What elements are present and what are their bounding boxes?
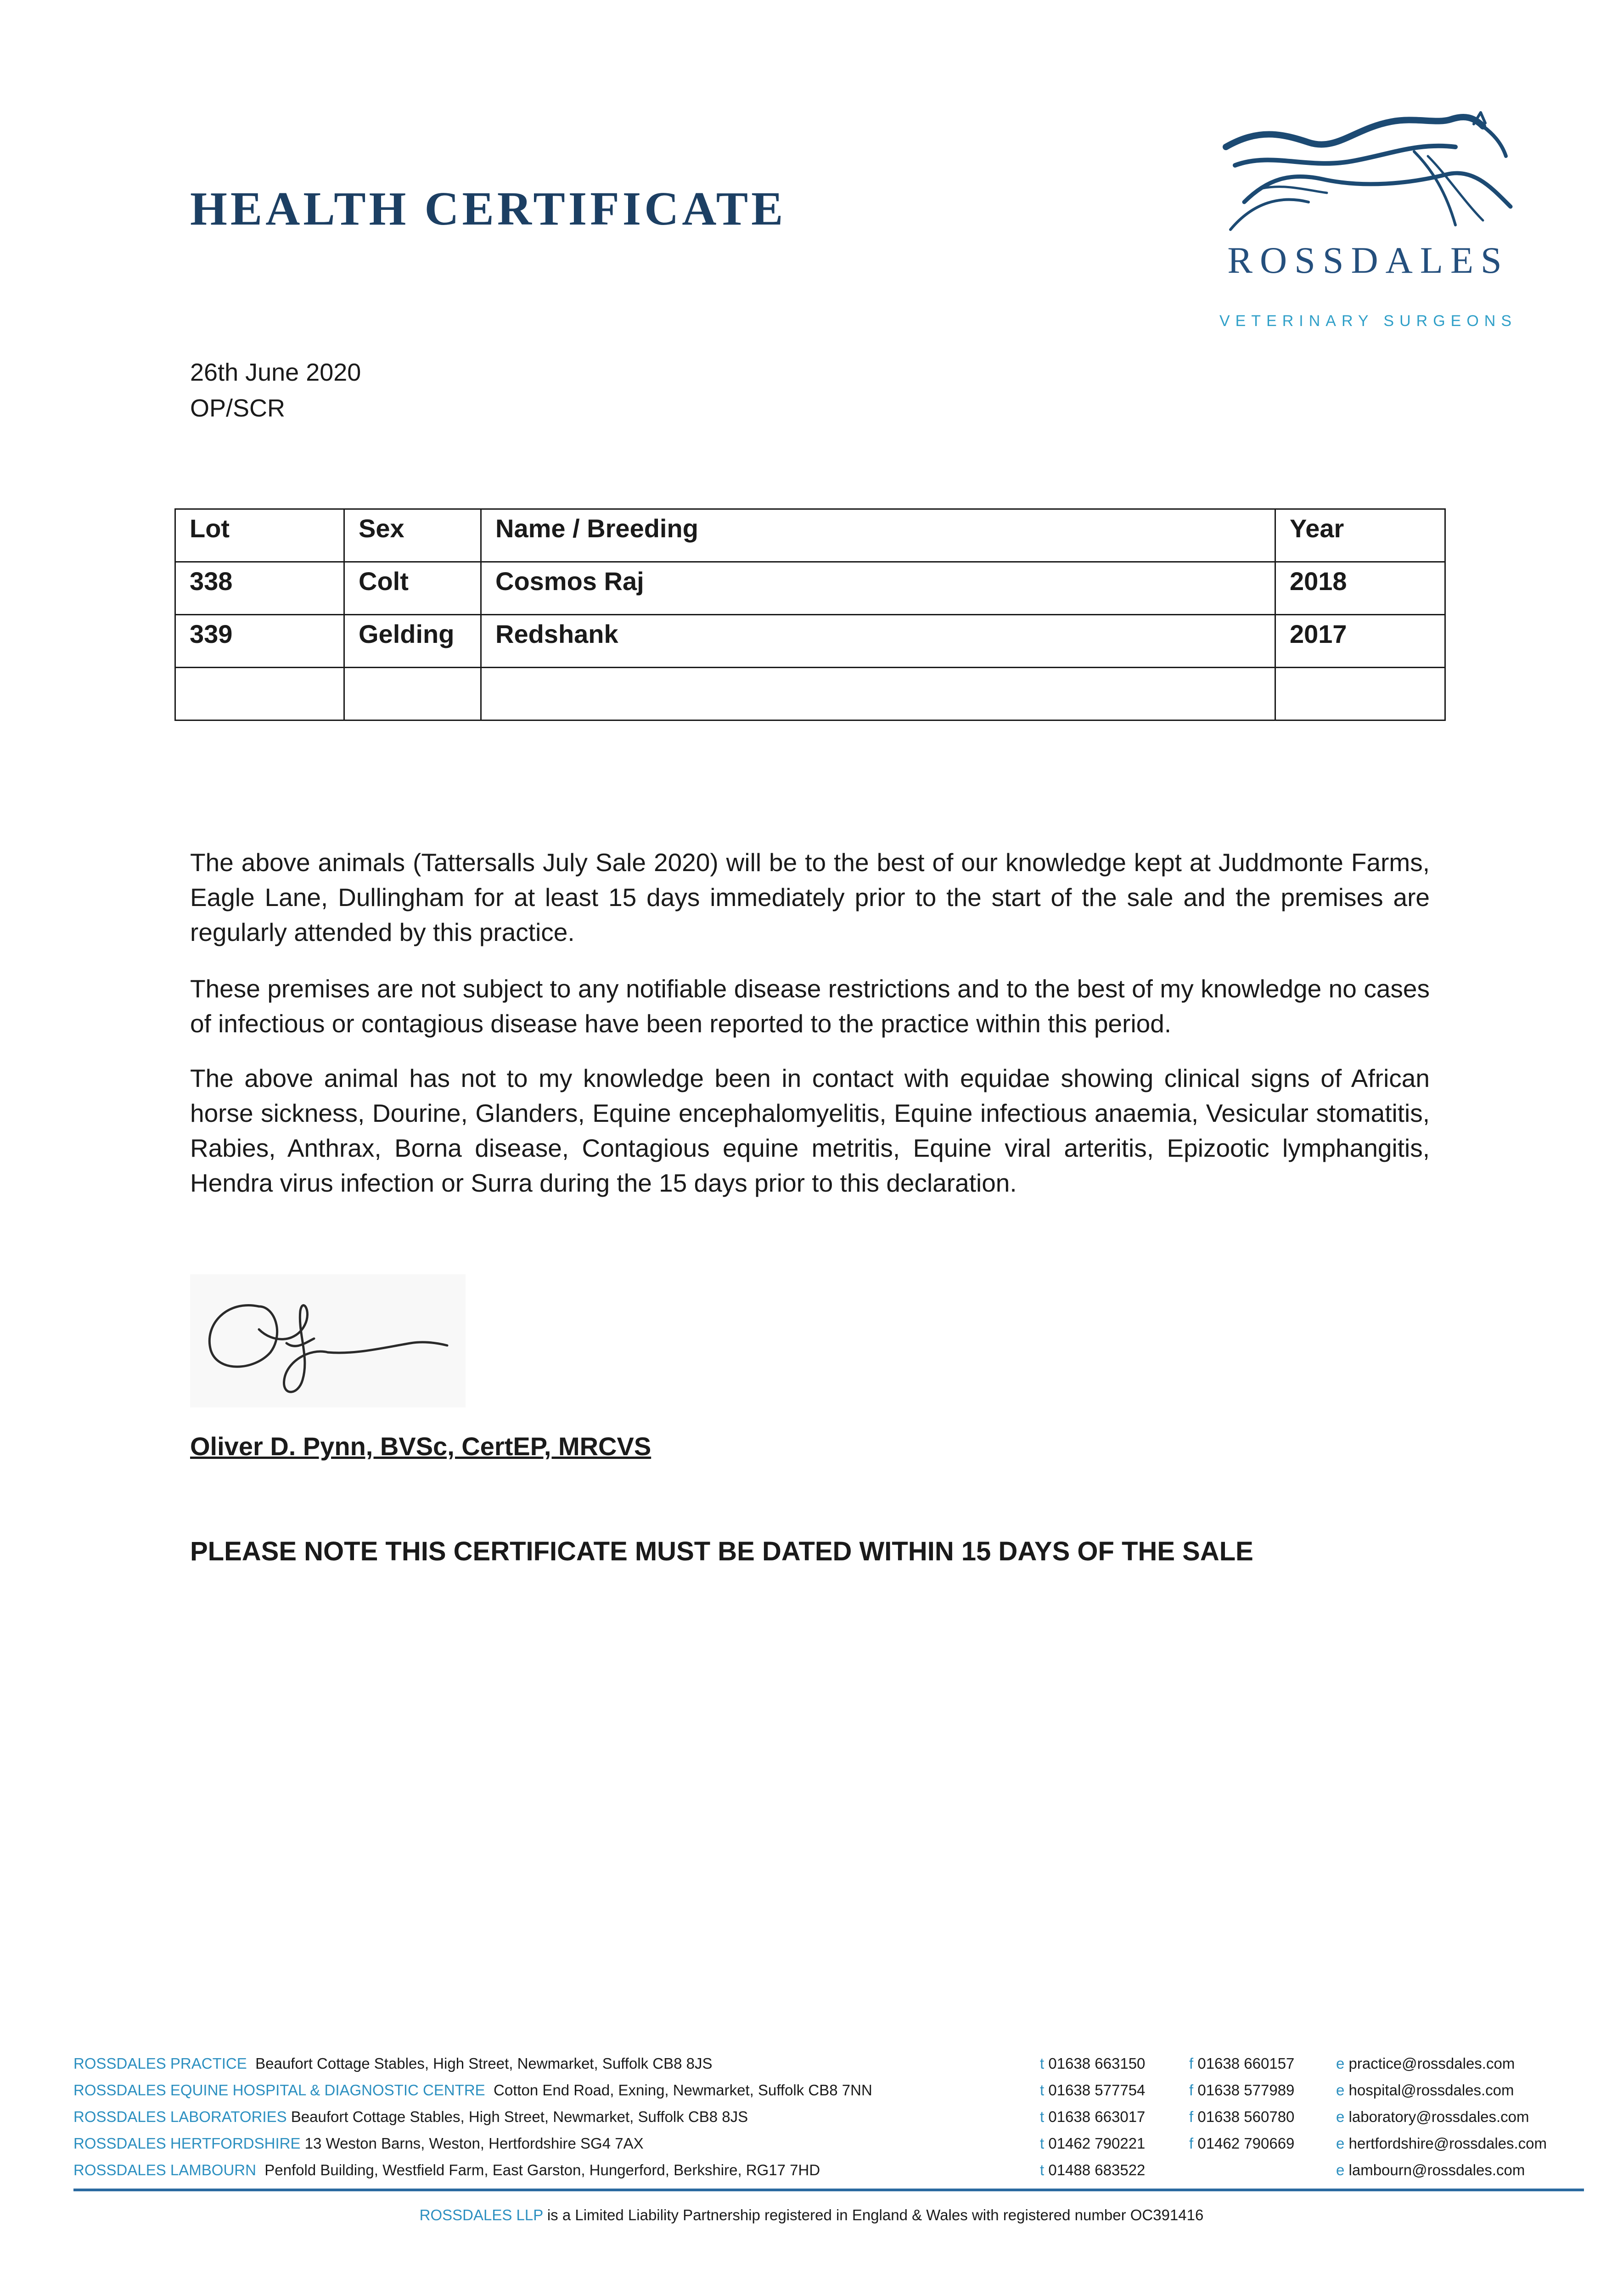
validity-note: PLEASE NOTE THIS CERTIFICATE MUST BE DATED WITHIN 15 DAYS OF THE SALE <box>190 1536 1253 1566</box>
footer-row <box>73 2055 1584 2082</box>
footer-row <box>73 2161 1584 2188</box>
year-cell <box>1275 668 1445 720</box>
branch-name: ROSSDALES EQUINE HOSPITAL & DIAGNOSTIC CENTRE <box>73 2082 485 2099</box>
statement-paragraph: The above animals (Tattersalls July Sale 2020) will be to the best of our knowledge kept at Juddmonte Farms, Eagle Lane, Dullingham for at least 15 days immediately prior to the start of the sale and the premises are regularly attended by this practice. <box>190 848 1430 946</box>
horse-logo-icon <box>1217 110 1520 239</box>
email-prefix: e <box>1336 2082 1345 2099</box>
footer-divider <box>73 2189 1584 2191</box>
branch-phone: 01638 577754 <box>1048 2082 1146 2099</box>
name-cell: Redshank <box>481 615 1275 668</box>
name-cell: Cosmos Raj <box>481 562 1275 615</box>
year-cell: 2018 <box>1275 562 1445 615</box>
branch-name: ROSSDALES LABORATORIES <box>73 2108 287 2125</box>
branch-address: 13 Weston Barns, Weston, Hertfordshire SG4 7AX <box>304 2135 644 2152</box>
branch-name: ROSSDALES LAMBOURN <box>73 2161 256 2178</box>
branch-fax: 01638 560780 <box>1197 2108 1295 2125</box>
branch-email[interactable]: lambourn@rossdales.com <box>1348 2161 1525 2178</box>
column-header: Name / Breeding <box>481 509 1275 562</box>
fax-prefix: f <box>1189 2135 1194 2152</box>
lots-table <box>174 508 1446 721</box>
lot-cell: 339 <box>175 615 344 668</box>
footer-contacts <box>73 2055 1584 2188</box>
legal-notice <box>0 2206 1623 2224</box>
signature-image <box>190 1274 466 1407</box>
table-row <box>175 615 1445 668</box>
statement-paragraph: The above animal has not to my knowledge been in contact with equidae showing clinical signs of African horse sickness, Dourine, Glanders, Equine encephalomyelitis, Equine infectious anaemia, Vesicular stomatitis, Rabies, Anthrax, Borna disease, Contagious equine metritis, Equine viral arteritis, Epizootic lymphangitis, Hendra virus infection or Surra during the 15 days prior to this declaration. <box>190 1064 1430 1197</box>
branch-address: Penfold Building, Westfield Farm, East Garston, Hungerford, Berkshire, RG17 7HD <box>264 2161 820 2178</box>
branch-fax: 01638 577989 <box>1197 2082 1295 2099</box>
fax-prefix: f <box>1189 2082 1194 2099</box>
sex-cell: Colt <box>344 562 481 615</box>
branch-name: ROSSDALES HERTFORDSHIRE <box>73 2135 301 2152</box>
phone-prefix: t <box>1040 2135 1045 2152</box>
branch-name: ROSSDALES PRACTICE <box>73 2055 247 2072</box>
sex-cell: Gelding <box>344 615 481 668</box>
reference-code: OP/SCR <box>190 394 286 422</box>
email-prefix: e <box>1336 2161 1345 2178</box>
branch-email[interactable]: laboratory@rossdales.com <box>1348 2108 1529 2125</box>
column-header: Lot <box>175 509 344 562</box>
phone-prefix: t <box>1040 2082 1045 2099</box>
branch-fax: 01638 660157 <box>1197 2055 1295 2072</box>
branch-email[interactable]: practice@rossdales.com <box>1348 2055 1515 2072</box>
sex-cell <box>344 668 481 720</box>
branch-fax: 01462 790669 <box>1197 2135 1295 2152</box>
email-prefix: e <box>1336 2135 1345 2152</box>
phone-prefix: t <box>1040 2108 1045 2125</box>
branch-address: Cotton End Road, Exning, Newmarket, Suffolk CB8 7NN <box>494 2082 872 2099</box>
phone-prefix: t <box>1040 2161 1045 2178</box>
logo-subtitle: VETERINARY SURGEONS <box>1219 312 1517 330</box>
table-row <box>175 562 1445 615</box>
footer-row <box>73 2135 1584 2161</box>
email-prefix: e <box>1336 2055 1345 2072</box>
table-row <box>175 668 1445 720</box>
fax-prefix: f <box>1189 2055 1194 2072</box>
phone-prefix: t <box>1040 2055 1045 2072</box>
branch-phone: 01462 790221 <box>1048 2135 1146 2152</box>
document-title: HEALTH CERTIFICATE <box>190 182 786 235</box>
branch-phone: 01638 663017 <box>1048 2108 1146 2125</box>
certificate-date: 26th June 2020 <box>190 359 361 386</box>
column-header: Year <box>1275 509 1445 562</box>
statement-paragraph: These premises are not subject to any notifiable disease restrictions and to the best of my knowledge no cases of infectious or contagious disease have been reported to the practice within this period. <box>190 974 1430 1038</box>
email-prefix: e <box>1336 2108 1345 2125</box>
rossdales-logo <box>1217 110 1520 340</box>
branch-phone: 01488 683522 <box>1048 2161 1146 2178</box>
lot-cell <box>175 668 344 720</box>
footer-row <box>73 2108 1584 2135</box>
fax-prefix: f <box>1189 2108 1194 2125</box>
footer-row <box>73 2082 1584 2108</box>
name-cell <box>481 668 1275 720</box>
year-cell: 2017 <box>1275 615 1445 668</box>
branch-phone: 01638 663150 <box>1048 2055 1146 2072</box>
branch-address: Beaufort Cottage Stables, High Street, Newmarket, Suffolk CB8 8JS <box>291 2108 748 2125</box>
legal-text: is a Limited Liability Partnership registered in England & Wales with registered number OC391416 <box>547 2206 1204 2223</box>
branch-email[interactable]: hospital@rossdales.com <box>1348 2082 1514 2099</box>
column-header: Sex <box>344 509 481 562</box>
table-header-row <box>175 509 1445 562</box>
signatory-name: Oliver D. Pynn, BVSc, CertEP, MRCVS <box>190 1432 651 1461</box>
lot-cell: 338 <box>175 562 344 615</box>
branch-email[interactable]: hertfordshire@rossdales.com <box>1348 2135 1547 2152</box>
branch-address: Beaufort Cottage Stables, High Street, Newmarket, Suffolk CB8 8JS <box>255 2055 713 2072</box>
legal-company-name: ROSSDALES LLP <box>419 2206 543 2223</box>
logo-wordmark: ROSSDALES <box>1227 239 1509 281</box>
